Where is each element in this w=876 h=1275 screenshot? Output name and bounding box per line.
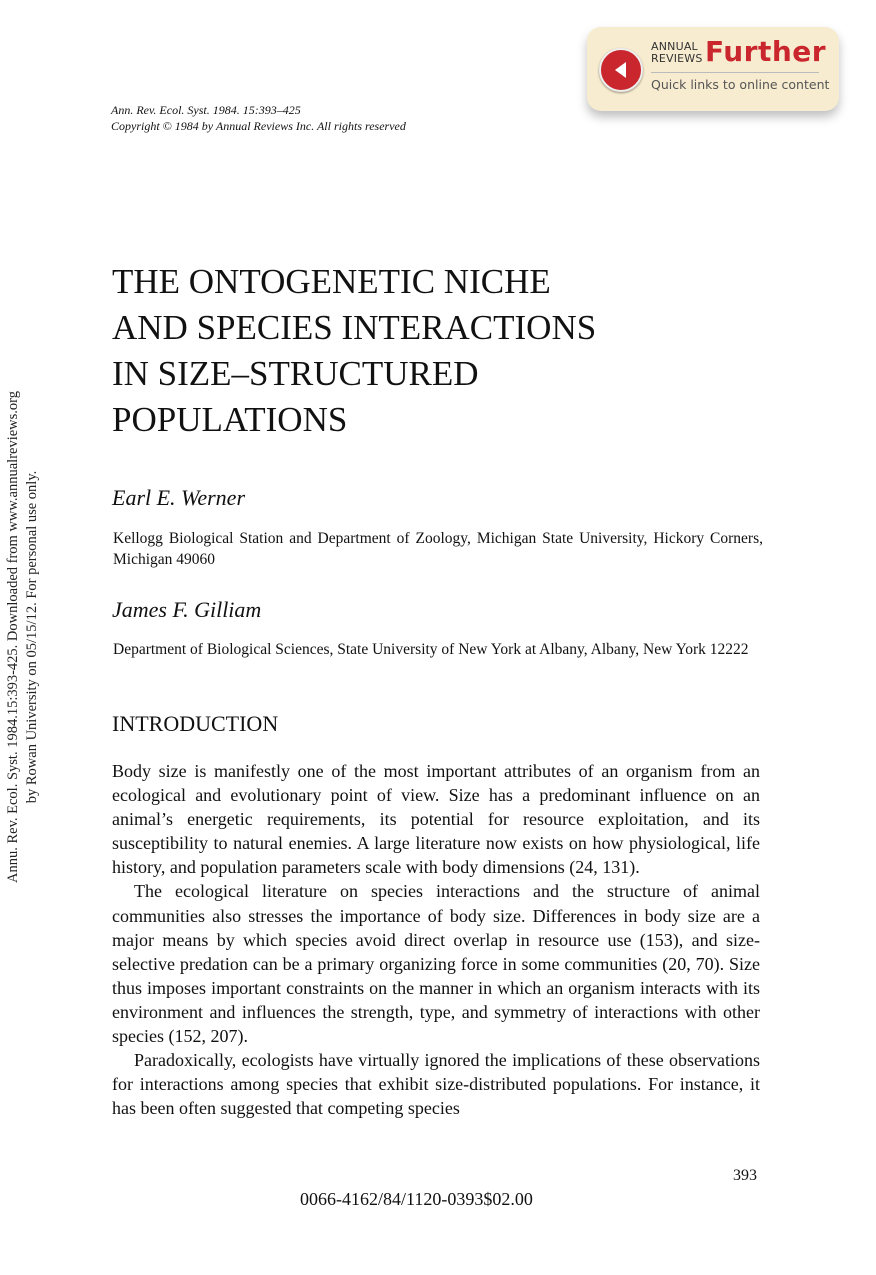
paragraph: Paradoxically, ecologists have virtually ignored the implications of these observations for interactions among species that exhibit size-distributed populations. For instance, it has been often suggested that competing species bbox=[112, 1050, 760, 1119]
title-line: POPULATIONS bbox=[112, 400, 348, 439]
page-number: 393 bbox=[733, 1167, 757, 1184]
side-note-line-2: by Rowan University on 05/15/12. For personal use only. bbox=[24, 470, 40, 804]
article-code: 0066-4162/84/1120-0393$02.00 bbox=[300, 1189, 533, 1209]
further-badge[interactable] bbox=[587, 27, 839, 111]
citation-line: Ann. Rev. Ecol. Syst. 1984. 15:393–425 bbox=[111, 103, 301, 117]
side-note-line-1: Annu. Rev. Ecol. Syst. 1984.15:393-425. Downloaded from www.annualreviews.org bbox=[5, 391, 21, 883]
paragraph: The ecological literature on species interactions and the structure of animal communities also stresses the importance of body size. Differences in body size are a major means by which species avoid direct overlap in resource use (153), and size-selective predation can be a primary organizing force in some communities (20, 70). Size thus imposes important constraints on the manner in which an organism interacts with its environment and influences the strength, type, and symmetry of interactions with other species (152, 207). bbox=[112, 881, 760, 1047]
annual-reviews-logo: ANNUAL REVIEWS bbox=[651, 40, 703, 65]
author-affiliation-2: Department of Biological Sciences, State University of New York at Albany, Albany, New York 12222 bbox=[113, 641, 749, 658]
side-download-note bbox=[4, 352, 44, 922]
author-name-1: Earl E. Werner bbox=[112, 485, 246, 510]
author-affiliation-1: Kellogg Biological Station and Department of Zoology, Michigan State University, Hickory Corners, Michigan 49060 bbox=[113, 530, 763, 568]
section-heading: INTRODUCTION bbox=[112, 711, 279, 736]
badge-divider bbox=[651, 72, 819, 73]
title-line: AND SPECIES INTERACTIONS bbox=[112, 308, 597, 347]
further-label: Further bbox=[705, 35, 827, 68]
title-line: THE ONTOGENETIC NICHE bbox=[112, 262, 551, 301]
article-title bbox=[112, 259, 596, 443]
back-arrow-icon bbox=[599, 48, 643, 92]
body-text bbox=[112, 759, 760, 1120]
quick-links-text: Quick links to online content bbox=[651, 77, 830, 92]
title-line: IN SIZE–STRUCTURED bbox=[112, 354, 479, 393]
author-name-2: James F. Gilliam bbox=[112, 597, 262, 622]
copyright-line: Copyright © 1984 by Annual Reviews Inc. All rights reserved bbox=[111, 119, 406, 133]
journal-citation bbox=[111, 102, 406, 134]
paragraph: Body size is manifestly one of the most important attributes of an organism from an ecological and evolutionary point of view. Size has a predominant influence on an animal’s energetic requirements, its potential for resource exploitation, and its susceptibility to natural enemies. A large literature now exists on how physiological, life history, and population parameters scale with body dimensions (24, 131). bbox=[112, 761, 760, 878]
